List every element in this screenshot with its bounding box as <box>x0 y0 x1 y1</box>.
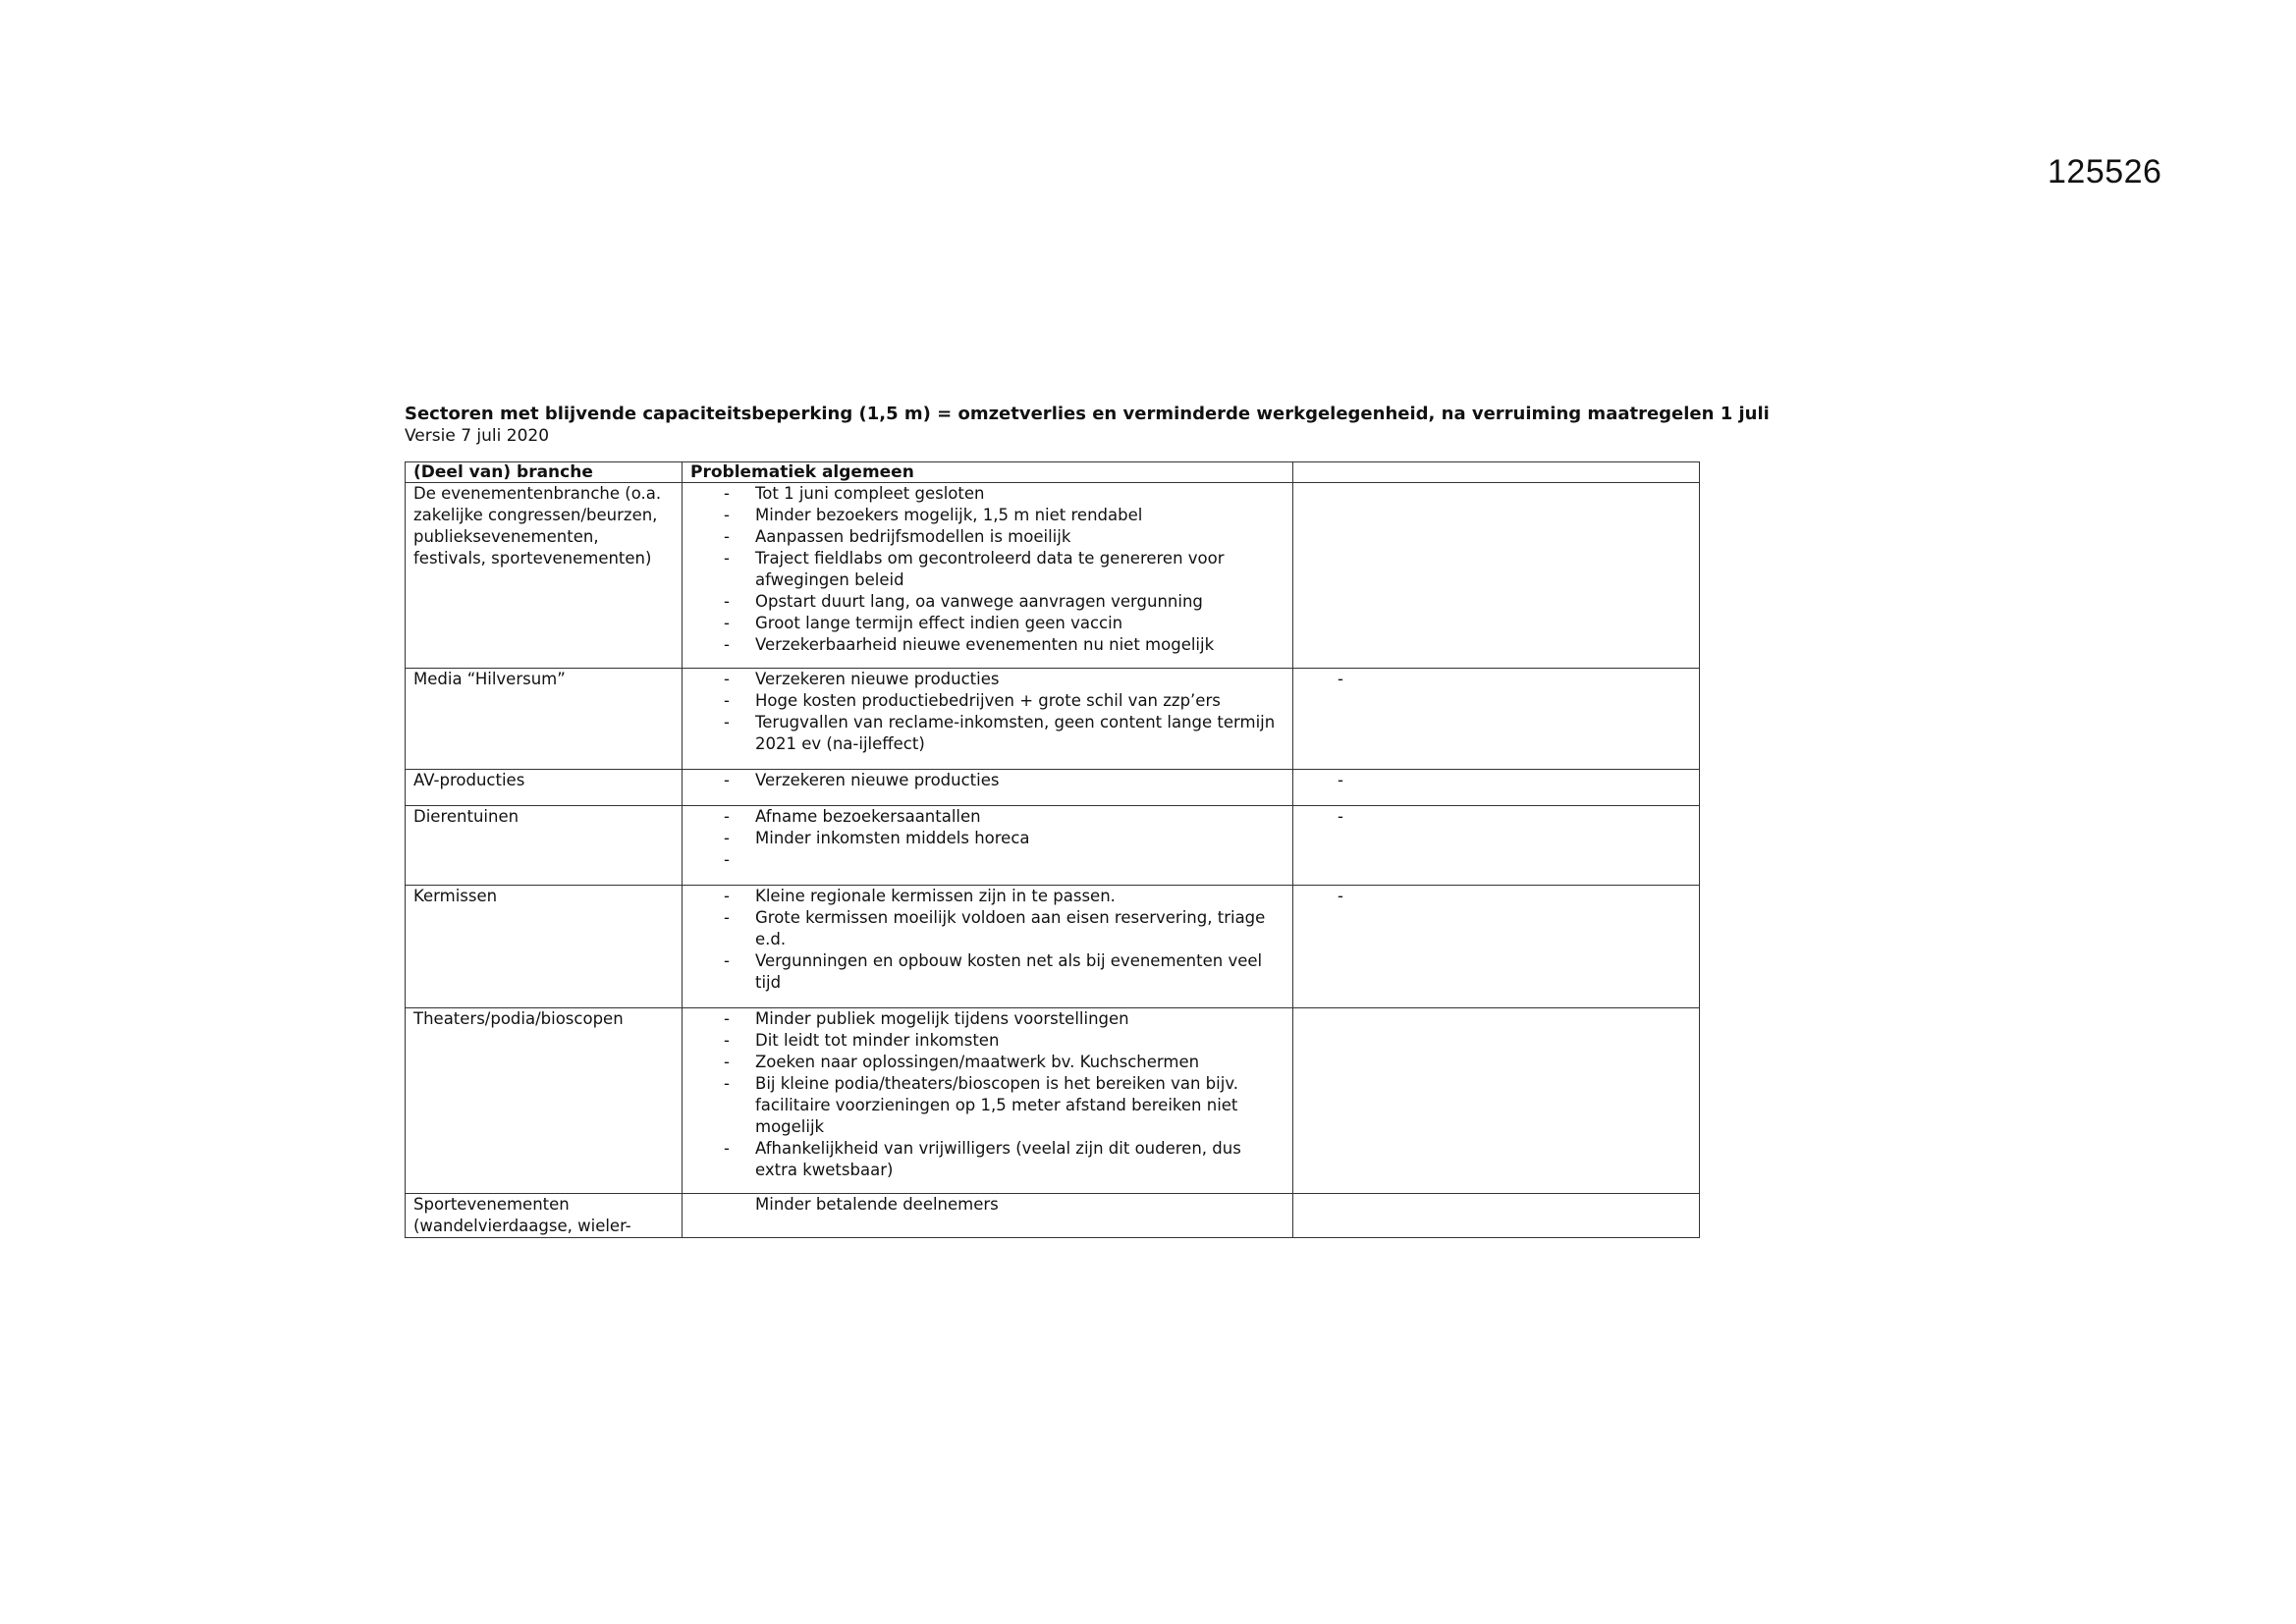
list-item: - Groot lange termijn effect indien geen vaccin <box>690 613 1285 634</box>
table-header-row <box>406 462 1700 483</box>
bullet-list <box>690 1194 1285 1216</box>
list-item: - Verzekeren nieuwe producties <box>690 770 1285 791</box>
table-row <box>406 669 1700 770</box>
list-item: - Hoge kosten productiebedrijven + grote schil van zzp’ers <box>690 690 1285 712</box>
list-item: - Tot 1 juni compleet gesloten <box>690 483 1285 505</box>
table-row <box>406 770 1700 806</box>
list-item: - Terugvallen van reclame-inkomsten, geen content lange termijn 2021 ev (na-ijleffect) <box>690 712 1285 755</box>
cell-extra: - <box>1293 886 1700 1008</box>
cell-problematiek <box>683 669 1293 770</box>
list-item: Minder betalende deelnemers <box>755 1195 999 1214</box>
list-item: - Bij kleine podia/theaters/bioscopen is het bereiken van bijv. facilitaire voorzieningen op 1,5 meter afstand bereiken niet mogelijk <box>690 1073 1285 1138</box>
cell-branche: AV-producties <box>406 770 683 806</box>
table-row <box>406 483 1700 669</box>
bullet-list <box>690 1008 1285 1181</box>
bullet-list <box>690 669 1285 755</box>
list-item: - Minder inkomsten middels horeca <box>690 828 1285 849</box>
sectors-table <box>405 461 1700 1238</box>
cell-problematiek <box>683 483 1293 669</box>
bullet-list <box>690 483 1285 656</box>
cell-branche: De evenementenbranche (o.a. zakelijke congressen/beurzen, publieksevenementen, festivals, sportevenementen) <box>406 483 683 669</box>
list-item <box>690 849 1285 871</box>
list-item: - Verzekerbaarheid nieuwe evenementen nu niet mogelijk <box>690 634 1285 656</box>
table-row <box>406 806 1700 886</box>
list-item: - Kleine regionale kermissen zijn in te passen. <box>690 886 1285 907</box>
cell-extra <box>1293 1008 1700 1194</box>
cell-problematiek <box>683 886 1293 1008</box>
list-item: - Zoeken naar oplossingen/maatwerk bv. Kuchschermen <box>690 1052 1285 1073</box>
cell-branche: Media “Hilversum” <box>406 669 683 770</box>
list-item: - Minder publiek mogelijk tijdens voorstellingen <box>690 1008 1285 1030</box>
cell-problematiek <box>683 806 1293 886</box>
list-item: - Verzekeren nieuwe producties <box>690 669 1285 690</box>
cell-extra: - <box>1293 669 1700 770</box>
document-number: 125526 <box>2048 153 2162 190</box>
header-extra <box>1293 462 1700 483</box>
cell-problematiek <box>683 1008 1293 1194</box>
cell-branche: Dierentuinen <box>406 806 683 886</box>
bullet-list <box>690 886 1285 994</box>
list-item: - Opstart duurt lang, oa vanwege aanvragen vergunning <box>690 591 1285 613</box>
table-row <box>406 1194 1700 1238</box>
document-title: Sectoren met blijvende capaciteitsbeperking (1,5 m) = omzetverlies en verminderde werkgelegenheid, na verruiming maatregelen 1 juli <box>405 404 1770 424</box>
table-row <box>406 886 1700 1008</box>
header-branche: (Deel van) branche <box>406 462 683 483</box>
list-item: - Aanpassen bedrijfsmodellen is moeilijk <box>690 526 1285 548</box>
header-problematiek: Problematiek algemeen <box>683 462 1293 483</box>
cell-extra: - <box>1293 770 1700 806</box>
list-item: - Vergunningen en opbouw kosten net als bij evenementen veel tijd <box>690 950 1285 994</box>
document-version: Versie 7 juli 2020 <box>405 426 550 446</box>
bullet-list <box>690 770 1285 791</box>
list-item: - Grote kermissen moeilijk voldoen aan eisen reservering, triage e.d. <box>690 907 1285 950</box>
cell-branche: Sportevenementen (wandelvierdaagse, wieler- <box>406 1194 683 1238</box>
list-item: - Afname bezoekersaantallen <box>690 806 1285 828</box>
cell-extra <box>1293 483 1700 669</box>
table-row <box>406 1008 1700 1194</box>
cell-branche: Theaters/podia/bioscopen <box>406 1008 683 1194</box>
list-item: - Dit leidt tot minder inkomsten <box>690 1030 1285 1052</box>
cell-branche: Kermissen <box>406 886 683 1008</box>
cell-extra <box>1293 1194 1700 1238</box>
cell-problematiek <box>683 770 1293 806</box>
cell-extra: - <box>1293 806 1700 886</box>
list-item: - Traject fieldlabs om gecontroleerd data te genereren voor afwegingen beleid <box>690 548 1285 591</box>
list-item: - Afhankelijkheid van vrijwilligers (veelal zijn dit ouderen, dus extra kwetsbaar) <box>690 1138 1285 1181</box>
list-item: - Minder bezoekers mogelijk, 1,5 m niet rendabel <box>690 505 1285 526</box>
bullet-list <box>690 806 1285 871</box>
cell-problematiek <box>683 1194 1293 1238</box>
